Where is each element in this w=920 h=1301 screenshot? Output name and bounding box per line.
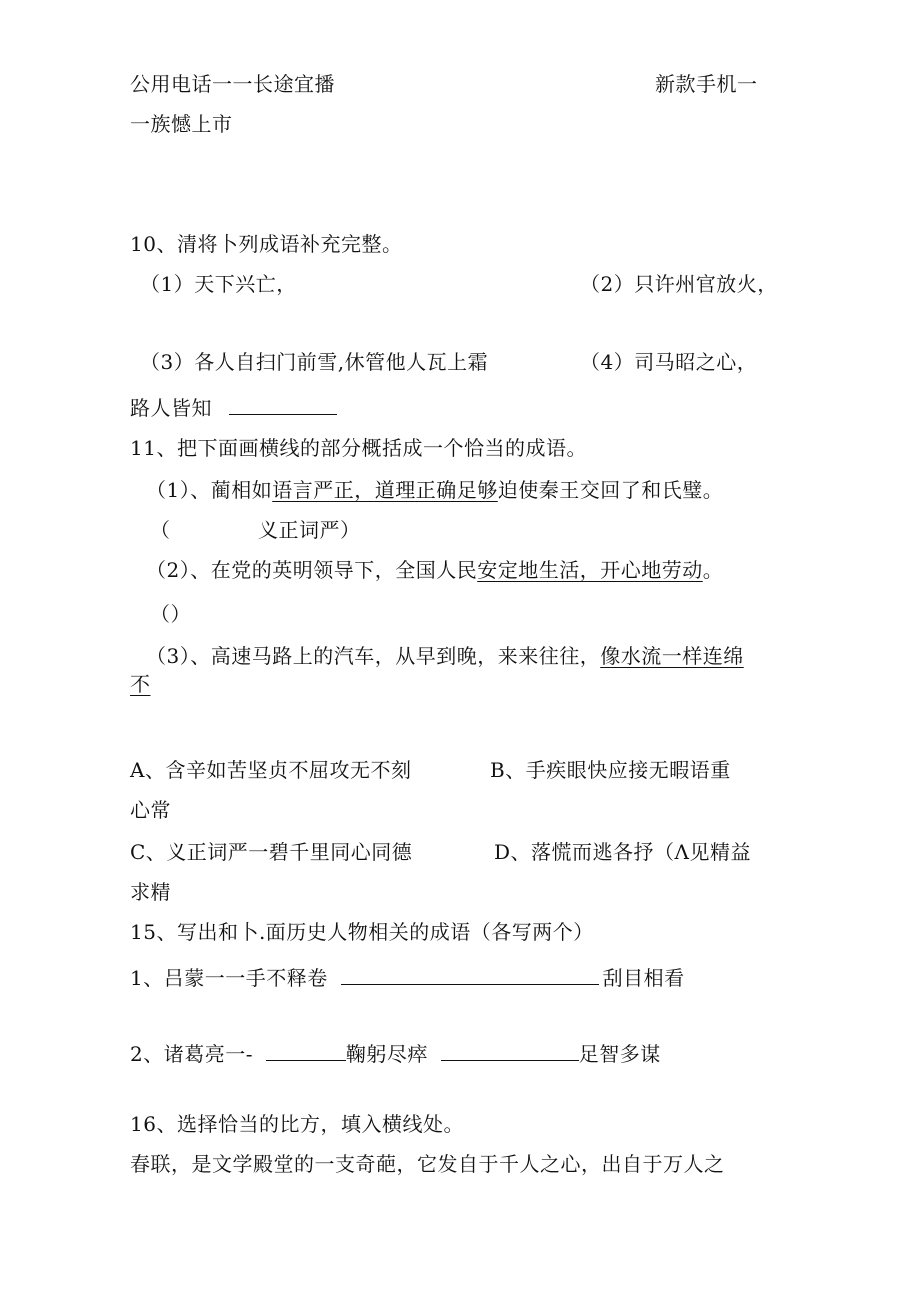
item-2-middle: 鞠躬尽瘁 [345,1042,428,1066]
line-public-phone: 公用电话一一长途宜播 [130,72,335,96]
question-15-title: 15、写出和卜.面历史人物相关的成语（各写两个） [130,920,594,944]
question-11-answer-1: 义正词严） [258,518,361,542]
option-b: B、手疾眼快应接无暇语重 [490,758,731,782]
question-11-answer-2: （） [150,602,191,626]
item-2-suffix: 足智多谋 [578,1042,661,1066]
question-11-item-3-continued [130,670,151,698]
question-11-item-1 [146,476,723,504]
item-1-prefix: （1）、蔺相如 [146,478,273,502]
question-11-item-2 [146,556,723,584]
line-new-phone: 新款手机一 [655,72,758,96]
question-16-text: 春联，是文学殿堂的一支奇葩，它发自于千人之心，出自于万人之 [130,1152,725,1176]
question-11-answer-1-open: （ [150,518,171,542]
answer-prefix: 路人皆知 [130,396,212,420]
item-1-suffix: 刮目相看 [602,966,685,990]
line-continued: 一族憾上市 [130,112,233,136]
item-2-prefix: （2）、在党的英明领导下，全国人民 [146,558,478,582]
question-15-item-2 [130,1040,661,1068]
item-3-underlined-continued: 不 [130,672,151,696]
option-a: A、含辛如苦坚贞不屈攻无不刻 [130,758,412,782]
question-10-item-2: （2）只许州官放火， [580,272,778,296]
answer-blank-2[interactable] [441,1040,579,1061]
item-1-prefix: 1、吕蒙一一手不释卷 [130,966,328,990]
item-1-underlined: 语言严正，道理正确足够 [272,478,498,502]
question-10-title: 10、清将卜列成语补充完整。 [130,232,403,256]
item-2-suffix: 。 [702,558,724,582]
answer-blank[interactable] [341,964,599,985]
answer-blank-1[interactable] [266,1040,346,1061]
question-10-item-4: （4）司马昭之心， [580,350,758,374]
question-11-item-3 [146,642,744,670]
option-d: D、落慌而逃各抒（Λ见精益 [494,840,751,864]
option-b-continued: 心常 [130,798,171,822]
option-c: C、义正词严一碧千里同心同德 [130,840,413,864]
item-2-prefix: 2、诸葛亮一- [130,1042,253,1066]
question-10-item-4-continued [130,394,337,422]
question-16-title: 16、选择恰当的比方，填入横线处。 [130,1112,464,1136]
item-3-prefix: （3）、高速马路上的汽车，从早到晚，来来往往， [146,644,601,668]
item-1-suffix: 迫使秦王交回了和氏璧。 [497,478,724,502]
question-10-item-3: （3）各人自扫门前雪,休管他人瓦上霜 [140,350,489,374]
item-2-underlined: 安定地生活，开心地劳动 [477,558,703,582]
item-3-underlined: 像水流一样连绵 [600,644,744,668]
option-d-continued: 求精 [130,880,171,904]
question-11-title: 11、把下面画横线的部分概括成一个恰当的成语。 [130,436,587,460]
question-15-item-1 [130,964,685,992]
question-10-item-1: （1）天下兴亡， [140,272,297,296]
answer-blank[interactable] [229,394,337,415]
